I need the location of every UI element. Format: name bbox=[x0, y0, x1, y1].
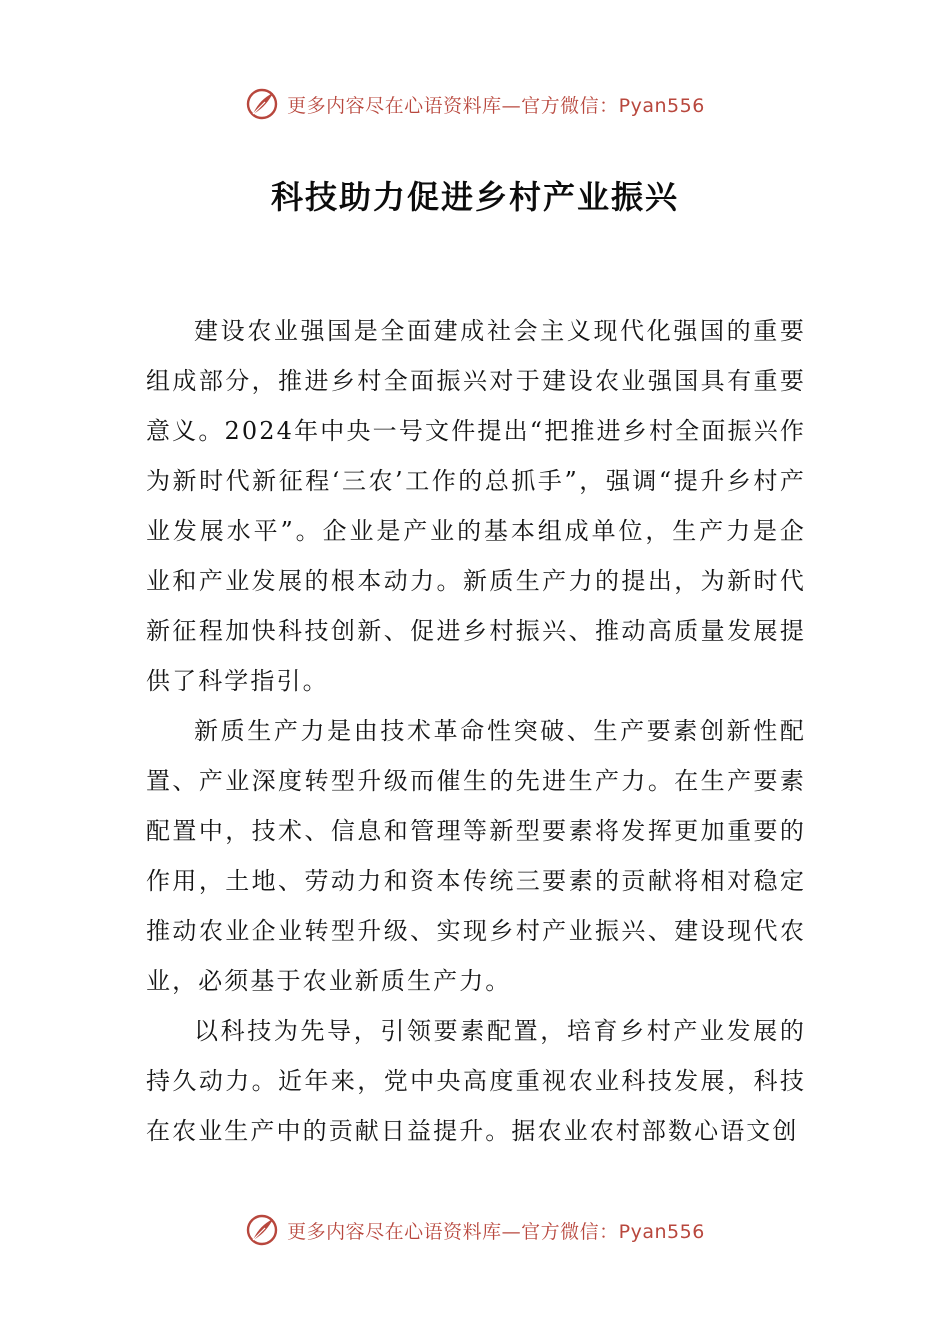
banner-label: 更多内容尽在心语资料库—官方微信： bbox=[287, 94, 619, 117]
header-banner bbox=[0, 84, 950, 124]
wechat-id: Pyan556 bbox=[618, 1220, 705, 1243]
document-title: 科技助力促进乡村产业振兴 bbox=[270, 178, 679, 216]
footer-banner bbox=[0, 1210, 950, 1250]
banner-label: 更多内容尽在心语资料库—官方微信： bbox=[287, 1220, 619, 1243]
quill-pen-logo-icon bbox=[245, 87, 279, 121]
quill-pen-logo-icon bbox=[245, 1213, 279, 1247]
paragraph: 建设农业强国是全面建成社会主义现代化强国的重要组成部分，推进乡村全面振兴对于建设农业强国具有重要意义。2024年中央一号文件提出“把推进乡村全面振兴作为新时代新征程‘三农’工作的总抓手”，强调“提升乡村产业发展水平”。企业是产业的基本组成单位，生产力是企业和产业发展的根本动力。新质生产力的提出，为新时代新征程加快科技创新、促进乡村振兴、推动高质量发展提供了科学指引。 bbox=[146, 317, 806, 695]
paragraph: 以科技为先导，引领要素配置，培育乡村产业发展的持久动力。近年来，党中央高度重视农业科技发展，科技在农业生产中的贡献日益提升。据农业农村部数心语文创 bbox=[146, 1017, 806, 1145]
paragraph: 新质生产力是由技术革命性突破、生产要素创新性配置、产业深度转型升级而催生的先进生产力。在生产要素配置中，技术、信息和管理等新型要素将发挥更加重要的作用，土地、劳动力和资本传统三要素的贡献将相对稳定推动农业企业转型升级、实现乡村产业振兴、建设现代农业，必须基于农业新质生产力。 bbox=[146, 717, 806, 995]
document-body bbox=[146, 306, 806, 1156]
banner-text bbox=[287, 91, 705, 118]
wechat-id: Pyan556 bbox=[618, 94, 705, 117]
banner-text bbox=[287, 1217, 705, 1244]
